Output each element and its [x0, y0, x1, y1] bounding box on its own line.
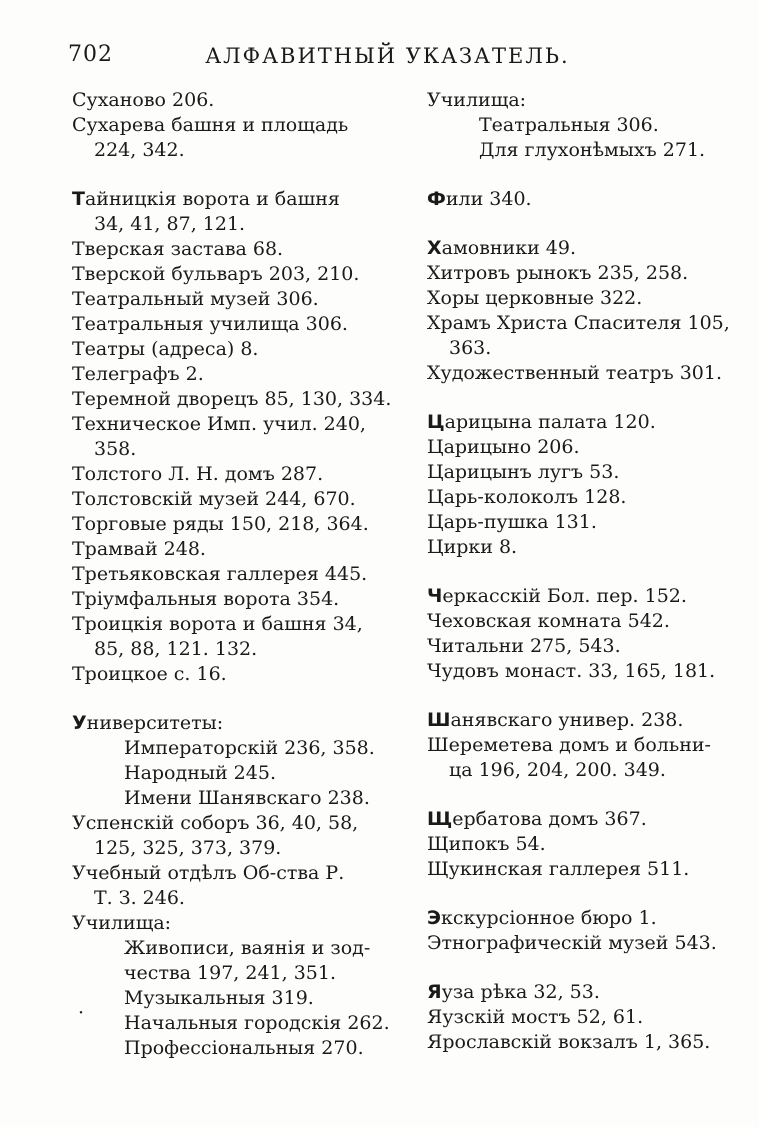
- index-entry: [427, 510, 747, 535]
- index-entry: [427, 1005, 747, 1030]
- entry-line: [72, 662, 402, 687]
- entry-text: Щипокъ 54.: [427, 833, 546, 855]
- entry-text: Для глухонѣмыхъ 271.: [479, 139, 706, 161]
- entry-text: Музыкальныя 319.: [124, 987, 314, 1009]
- entry-text: Тверская застава 68.: [72, 238, 284, 260]
- index-column-left: [72, 88, 402, 1061]
- section-initial: Щ: [427, 808, 453, 830]
- index-subentry: [72, 1036, 402, 1061]
- index-subentry: [427, 113, 747, 138]
- section-initial: Ш: [427, 709, 451, 731]
- entry-text: 363.: [449, 337, 492, 359]
- index-section-entry: [427, 980, 747, 1005]
- index-section-entry: [427, 410, 747, 435]
- section-gap: [427, 386, 747, 410]
- section-gap: [427, 163, 747, 187]
- entry-line: [427, 460, 747, 485]
- entry-line: [72, 911, 402, 936]
- entry-text: ербатова домъ 367.: [452, 808, 647, 830]
- section-initial: Ч: [427, 585, 443, 607]
- page-number: 702: [68, 42, 113, 67]
- index-entry: [427, 88, 747, 113]
- index-entry: [72, 387, 402, 412]
- entry-line: [72, 337, 402, 362]
- index-entry: [72, 462, 402, 487]
- section-initial: Т: [72, 188, 85, 210]
- section-gap: [427, 684, 747, 708]
- entry-line: [72, 362, 402, 387]
- entry-text: чества 197, 241, 351.: [124, 962, 337, 984]
- index-entry: [427, 857, 747, 882]
- entry-text: Царицынъ лугъ 53.: [427, 461, 620, 483]
- entry-line: [72, 412, 402, 437]
- entry-continuation: [427, 758, 747, 783]
- entry-text: Суханово 206.: [72, 89, 215, 111]
- entry-text: Театральныя училища 306.: [72, 313, 348, 335]
- entry-continuation: [427, 336, 747, 361]
- index-entry: [427, 485, 747, 510]
- entry-text: Шереметева домъ и больни-: [427, 734, 711, 756]
- entry-text: 125, 325, 373, 379.: [94, 837, 282, 859]
- entry-line: [427, 1005, 747, 1030]
- entry-text: Профессіональныя 270.: [124, 1037, 364, 1059]
- entry-line: [427, 187, 747, 212]
- entry-line: [72, 986, 402, 1011]
- entry-line: [427, 659, 747, 684]
- entry-text: ниверситеты:: [86, 712, 224, 734]
- section-gap: [427, 212, 747, 236]
- index-entry: [72, 562, 402, 587]
- entry-text: Этнографическій музей 543.: [427, 932, 717, 954]
- index-entry: [72, 811, 402, 861]
- section-gap: [427, 956, 747, 980]
- entry-text: Толстого Л. Н. домъ 287.: [72, 463, 324, 485]
- entry-text: 85, 88, 121. 132.: [94, 638, 258, 660]
- entry-text: Хоры церковные 322.: [427, 287, 643, 309]
- entry-text: Училища:: [72, 912, 172, 934]
- index-section-entry: [427, 708, 747, 733]
- entry-line: [427, 733, 747, 758]
- entry-line: [72, 262, 402, 287]
- entry-line: [427, 510, 747, 535]
- index-section-entry: [427, 906, 747, 931]
- entry-line: [427, 236, 747, 261]
- section-initial: Э: [427, 907, 441, 929]
- index-entry: [72, 312, 402, 337]
- entry-line: [427, 906, 747, 931]
- entry-line: [427, 261, 747, 286]
- entry-continuation: [72, 886, 402, 911]
- index-entry: [427, 311, 747, 361]
- entry-line: [427, 88, 747, 113]
- index-subentry: [72, 936, 402, 986]
- entry-line: [72, 936, 402, 961]
- entry-line: [72, 387, 402, 412]
- index-entry: [72, 587, 402, 612]
- entry-continuation: [72, 961, 402, 986]
- index-entry: [72, 662, 402, 687]
- entry-line: [72, 587, 402, 612]
- entry-line: [72, 786, 402, 811]
- index-subentry: [72, 1011, 402, 1036]
- index-entry: [427, 535, 747, 560]
- entry-line: [72, 237, 402, 262]
- entry-continuation: [72, 138, 402, 163]
- entry-text: Трамвай 248.: [72, 538, 206, 560]
- entry-line: [72, 761, 402, 786]
- section-gap: [427, 560, 747, 584]
- section-gap: [427, 882, 747, 906]
- entry-line: [427, 832, 747, 857]
- index-section-entry: [427, 187, 747, 212]
- index-entry: [427, 733, 747, 783]
- entry-text: Третьяковская галлерея 445.: [72, 563, 368, 585]
- entry-text: уза рѣка 32, 53.: [441, 981, 600, 1003]
- entry-text: Училища:: [427, 89, 527, 111]
- entry-line: [427, 980, 747, 1005]
- index-entry: [72, 262, 402, 287]
- section-initial: Х: [427, 237, 442, 259]
- entry-line: [72, 711, 402, 736]
- page-header: [68, 42, 707, 72]
- section-initial: Я: [427, 981, 442, 1003]
- index-subentry: [72, 736, 402, 761]
- entry-text: Учебный отдѣлъ Об-ства Р.: [72, 862, 345, 884]
- entry-text: Народный 245.: [124, 762, 276, 784]
- entry-text: Троицкія ворота и башня 34,: [72, 613, 363, 635]
- section-initial: Ц: [427, 411, 445, 433]
- entry-text: Торговые ряды 150, 218, 364.: [72, 513, 369, 535]
- margin-mark: ·: [78, 1002, 85, 1024]
- entry-line: [72, 287, 402, 312]
- entry-line: [427, 634, 747, 659]
- entry-line: [427, 138, 747, 163]
- index-entry: [427, 659, 747, 684]
- section-initial: Ф: [427, 188, 446, 210]
- index-entry: [72, 512, 402, 537]
- entry-text: Сухарева башня и площадь: [72, 114, 349, 136]
- entry-text: Троицкое с. 16.: [72, 663, 227, 685]
- index-entry: [72, 287, 402, 312]
- entry-text: Царицыно 206.: [427, 436, 580, 458]
- running-title: АЛФАВИТНЫЙ УКАЗАТЕЛЬ.: [205, 44, 570, 68]
- index-column-right: [427, 88, 747, 1055]
- entry-text: Театральныя 306.: [479, 114, 659, 136]
- entry-text: Царь-колоколъ 128.: [427, 486, 627, 508]
- entry-line: [427, 286, 747, 311]
- index-section-entry: [72, 187, 402, 237]
- index-subentry: [72, 986, 402, 1011]
- entry-line: [72, 487, 402, 512]
- section-gap: [427, 783, 747, 807]
- index-entry: [72, 88, 402, 113]
- entry-line: [427, 535, 747, 560]
- index-entry: [72, 537, 402, 562]
- entry-text: Чудовъ монаст. 33, 165, 181.: [427, 660, 716, 682]
- entry-line: [427, 931, 747, 956]
- entry-text: Царь-пушка 131.: [427, 511, 597, 533]
- index-entry: [427, 609, 747, 634]
- entry-text: Чеховская комната 542.: [427, 610, 670, 632]
- entry-line: [427, 410, 747, 435]
- entry-text: Успенскій соборъ 36, 40, 58,: [72, 812, 359, 834]
- entry-line: [72, 512, 402, 537]
- index-entry: [427, 286, 747, 311]
- entry-line: [72, 1011, 402, 1036]
- entry-text: Читальни 275, 543.: [427, 635, 621, 657]
- entry-text: Толстовскій музей 244, 670.: [72, 488, 356, 510]
- entry-text: Художественный театръ 301.: [427, 362, 723, 384]
- entry-line: [72, 861, 402, 886]
- entry-line: [72, 736, 402, 761]
- entry-text: 358.: [94, 438, 137, 460]
- index-section-entry: [427, 584, 747, 609]
- entry-text: Тріумфальныя ворота 354.: [72, 588, 340, 610]
- index-entry: [427, 634, 747, 659]
- index-entry: [72, 861, 402, 911]
- entry-text: еркасскій Бол. пер. 152.: [442, 585, 687, 607]
- index-entry: [427, 261, 747, 286]
- index-entry: [427, 832, 747, 857]
- index-section-entry: [427, 807, 747, 832]
- entry-continuation: [72, 836, 402, 861]
- entry-text: Теремной дворецъ 85, 130, 334.: [72, 388, 392, 410]
- entry-line: [427, 113, 747, 138]
- entry-line: [427, 584, 747, 609]
- index-entry: [427, 931, 747, 956]
- entry-text: Имени Шанявскаго 238.: [124, 787, 370, 809]
- entry-text: Начальныя городскія 262.: [124, 1012, 390, 1034]
- entry-line: [72, 1036, 402, 1061]
- index-entry: [72, 337, 402, 362]
- index-subentry: [72, 786, 402, 811]
- section-gap: [72, 687, 402, 711]
- entry-text: Храмъ Христа Спасителя 105,: [427, 312, 730, 334]
- index-entry: [72, 362, 402, 387]
- index-entry: [427, 435, 747, 460]
- entry-line: [427, 435, 747, 460]
- index-entry: [427, 1030, 747, 1055]
- entry-line: [427, 609, 747, 634]
- entry-line: [72, 537, 402, 562]
- entry-text: Техническое Имп. учил. 240,: [72, 413, 366, 435]
- entry-line: [427, 857, 747, 882]
- index-entry: [72, 412, 402, 462]
- entry-text: ца 196, 204, 200. 349.: [449, 759, 666, 781]
- entry-line: [427, 485, 747, 510]
- entry-text: анявскаго универ. 238.: [450, 709, 684, 731]
- entry-text: Т. З. 246.: [94, 887, 185, 909]
- entry-text: Живописи, ваянія и зод-: [124, 937, 371, 959]
- section-gap: [72, 163, 402, 187]
- entry-text: Яузскій мостъ 52, 61.: [427, 1006, 644, 1028]
- index-subentry: [427, 138, 747, 163]
- entry-continuation: [72, 437, 402, 462]
- index-entry: [427, 361, 747, 386]
- index-entry: [72, 487, 402, 512]
- entry-line: [72, 811, 402, 836]
- entry-text: Театральный музей 306.: [72, 288, 319, 310]
- entry-line: [72, 462, 402, 487]
- entry-text: Театры (адреса) 8.: [72, 338, 259, 360]
- entry-continuation: [72, 212, 402, 237]
- entry-text: 224, 342.: [94, 139, 185, 161]
- index-entry: [72, 113, 402, 163]
- entry-text: кскурсіонное бюро 1.: [440, 907, 657, 929]
- entry-text: Императорскій 236, 358.: [124, 737, 375, 759]
- entry-text: Цирки 8.: [427, 536, 518, 558]
- entry-line: [427, 807, 747, 832]
- entry-continuation: [72, 637, 402, 662]
- index-entry: [72, 237, 402, 262]
- entry-line: [427, 1030, 747, 1055]
- entry-line: [72, 312, 402, 337]
- entry-line: [427, 361, 747, 386]
- entry-text: Тверской бульваръ 203, 210.: [72, 263, 360, 285]
- index-section-entry: [427, 236, 747, 261]
- entry-line: [72, 113, 402, 138]
- entry-text: Щукинская галлерея 511.: [427, 858, 690, 880]
- entry-text: Ярославскій вокзалъ 1, 365.: [427, 1031, 711, 1053]
- index-entry: [72, 612, 402, 662]
- index-subentry: [72, 761, 402, 786]
- entry-line: [72, 562, 402, 587]
- entry-line: [72, 88, 402, 113]
- entry-text: айницкія ворота и башня: [84, 188, 340, 210]
- index-entry: [427, 460, 747, 485]
- entry-text: 34, 41, 87, 121.: [94, 213, 246, 235]
- entry-line: [427, 708, 747, 733]
- entry-text: арицына палата 120.: [444, 411, 656, 433]
- entry-line: [72, 612, 402, 637]
- entry-text: амовники 49.: [441, 237, 577, 259]
- entry-text: или 340.: [445, 188, 532, 210]
- index-section-entry: [72, 711, 402, 736]
- index-entry: [72, 911, 402, 936]
- entry-line: [72, 187, 402, 212]
- section-initial: У: [72, 712, 87, 734]
- entry-text: Хитровъ рынокъ 235, 258.: [427, 262, 689, 284]
- entry-line: [427, 311, 747, 336]
- entry-text: Телеграфъ 2.: [72, 363, 204, 385]
